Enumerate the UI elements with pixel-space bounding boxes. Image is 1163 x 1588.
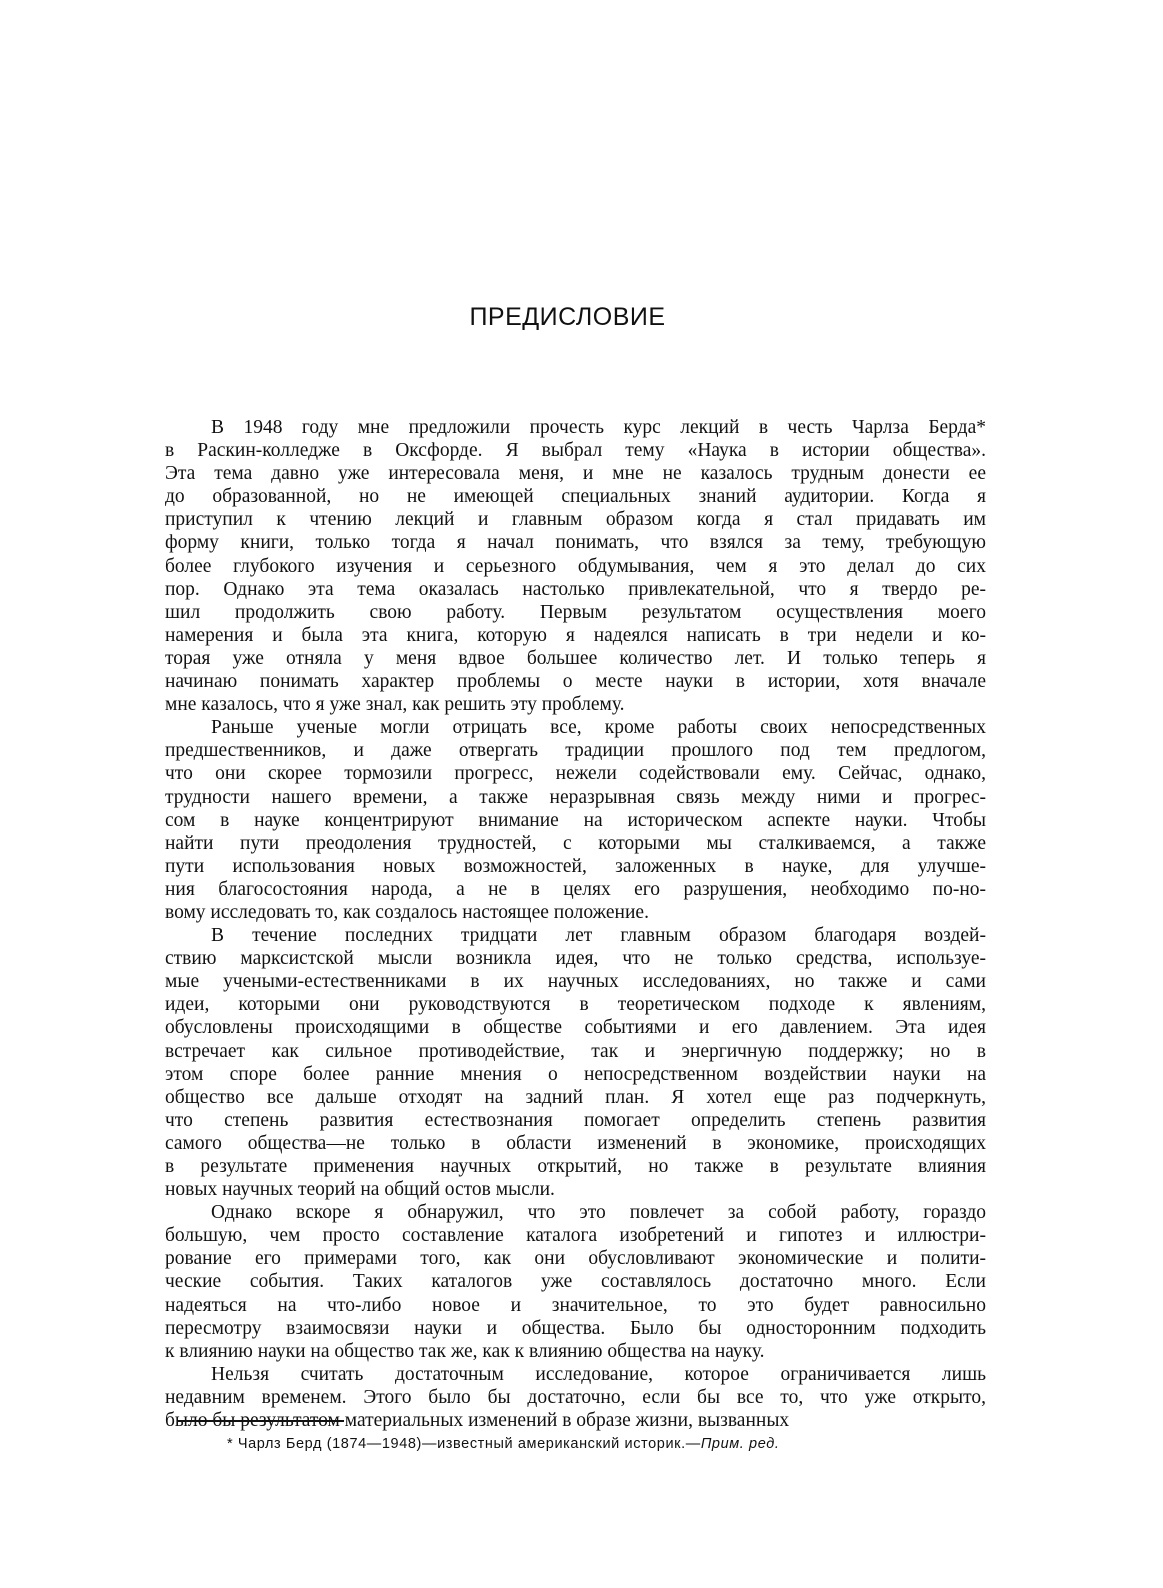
text-line: идеи, которыми они руководствуются в теоретическом подходе к явлениям, <box>165 994 986 1016</box>
text-line: до образованной, но не имеющей специальных знаний аудитории. Когда я <box>165 486 986 508</box>
text-line: торая уже отняла у меня вдвое большее количество лет. И только теперь я <box>165 647 986 669</box>
text-line: что степень развития естествознания помогает определить степень развития <box>165 1109 986 1131</box>
text-line: шил продолжить свою работу. Первым результатом осуществления моего <box>165 601 986 623</box>
text-line: намерения и была эта книга, которую я надеялся написать в три недели и ко- <box>165 624 986 646</box>
text-line: Эта тема давно уже интересовала меня, и мне не казалось трудным донести ее <box>165 463 986 485</box>
text-line: ния благосостояния народа, а не в целях его разрушения, необходимо по-но- <box>165 878 986 900</box>
text-line: самого общества—не только в области изменений в экономике, происходящих <box>165 1132 986 1154</box>
text-line: трудности нашего времени, а также неразрывная связь между ними и прогрес- <box>165 786 986 808</box>
text-line: было бы результатом материальных изменений в образе жизни, вызванных <box>165 1410 790 1432</box>
text-line: большую, чем просто составление каталога изобретений и гипотез и иллюстри- <box>165 1225 986 1247</box>
footnote <box>227 1436 779 1452</box>
page-title: ПРЕДИСЛОВИЕ <box>469 303 666 331</box>
text-line: надеяться на что-либо новое и значительное, то это будет равносильно <box>165 1294 986 1316</box>
text-line: ствию марксистской мысли возникла идея, что не только средства, используе- <box>165 948 986 970</box>
text-line: форму книги, только тогда я начал понимать, что взялся за тему, требующую <box>165 532 986 554</box>
text-line: В течение последних тридцати лет главным образом благодаря воздей- <box>211 925 986 947</box>
text-line: Нельзя считать достаточным исследование, которое ограничивается лишь <box>211 1363 986 1385</box>
text-line: в результате применения научных открытий, но также в результате влияния <box>165 1156 986 1177</box>
text-line: пути использования новых возможностей, заложенных в науке, для улучше- <box>165 855 986 877</box>
text-line: пор. Однако эта тема оказалась настолько привлекательной, что я твердо ре- <box>165 578 986 600</box>
text-line: приступил к чтению лекций и главным образом когда я стал придавать им <box>165 509 986 531</box>
text-line: новых научных теорий на общий остов мысли. <box>165 1179 555 1201</box>
text-line: общество все дальше отходят на задний план. Я хотел еще раз подчеркнуть, <box>165 1086 986 1108</box>
footnote-editor-note: Прим. ред. <box>700 1436 780 1452</box>
text-line: пересмотру взаимосвязи науки и общества. Было бы односторонним подходить <box>165 1317 986 1339</box>
text-line: ческие события. Таких каталогов уже составлялось достаточно много. Если <box>165 1271 986 1293</box>
text-line: встречает как сильное противодействие, так и энергичную поддержку; но в <box>165 1040 986 1062</box>
text-line: Раньше ученые могли отрицать все, кроме работы своих непосредственных <box>211 717 986 739</box>
text-line: обусловлены происходящими в обществе событиями и его давлением. Эта идея <box>165 1017 986 1039</box>
footnote-divider <box>178 1420 344 1422</box>
body-text <box>165 416 986 1432</box>
text-line: сом в науке концентрируют внимание на историческом аспекте науки. Чтобы <box>165 809 986 831</box>
text-line: что они скорее тормозили прогресс, нежели содействовали ему. Сейчас, однако, <box>165 763 986 785</box>
text-line: предшественников, и даже отвергать традиции прошлого под тем предлогом, <box>165 740 986 762</box>
text-line: Однако вскоре я обнаружил, что это повлечет за собой работу, гораздо <box>211 1202 986 1224</box>
footnote-text: * Чарлз Берд (1874—1948)—известный американский историк.— <box>227 1436 701 1452</box>
text-line: В 1948 году мне предложили прочесть курс лекций в честь Чарлза Берда* <box>211 417 986 438</box>
text-line: в Раскин-колледже в Оксфорде. Я выбрал тему «Наука в истории общества». <box>165 440 986 462</box>
text-line: мне казалось, что я уже знал, как решить эту проблему. <box>165 694 625 716</box>
text-line: более глубокого изучения и серьезного обдумывания, чем я это делал до сих <box>165 555 986 577</box>
text-line: найти пути преодоления трудностей, с которыми мы сталкиваемся, а также <box>165 832 986 854</box>
text-line: этом споре более ранние мнения о непосредственном воздействии науки на <box>165 1063 986 1085</box>
text-line: недавним временем. Этого было бы достаточно, если бы все то, что уже открыто, <box>165 1386 986 1408</box>
text-line: начинаю понимать характер проблемы о месте науки в истории, хотя вначале <box>165 671 986 693</box>
text-line: мые учеными-естественниками в их научных исследованиях, но также и сами <box>165 971 986 993</box>
text-line: вому исследовать то, как создалось настоящее положение. <box>165 901 649 923</box>
text-line: к влиянию науки на общество так же, как к влиянию общества на науку. <box>165 1340 765 1362</box>
text-line: рование его примерами того, как они обусловливают экономические и полити- <box>165 1248 986 1270</box>
